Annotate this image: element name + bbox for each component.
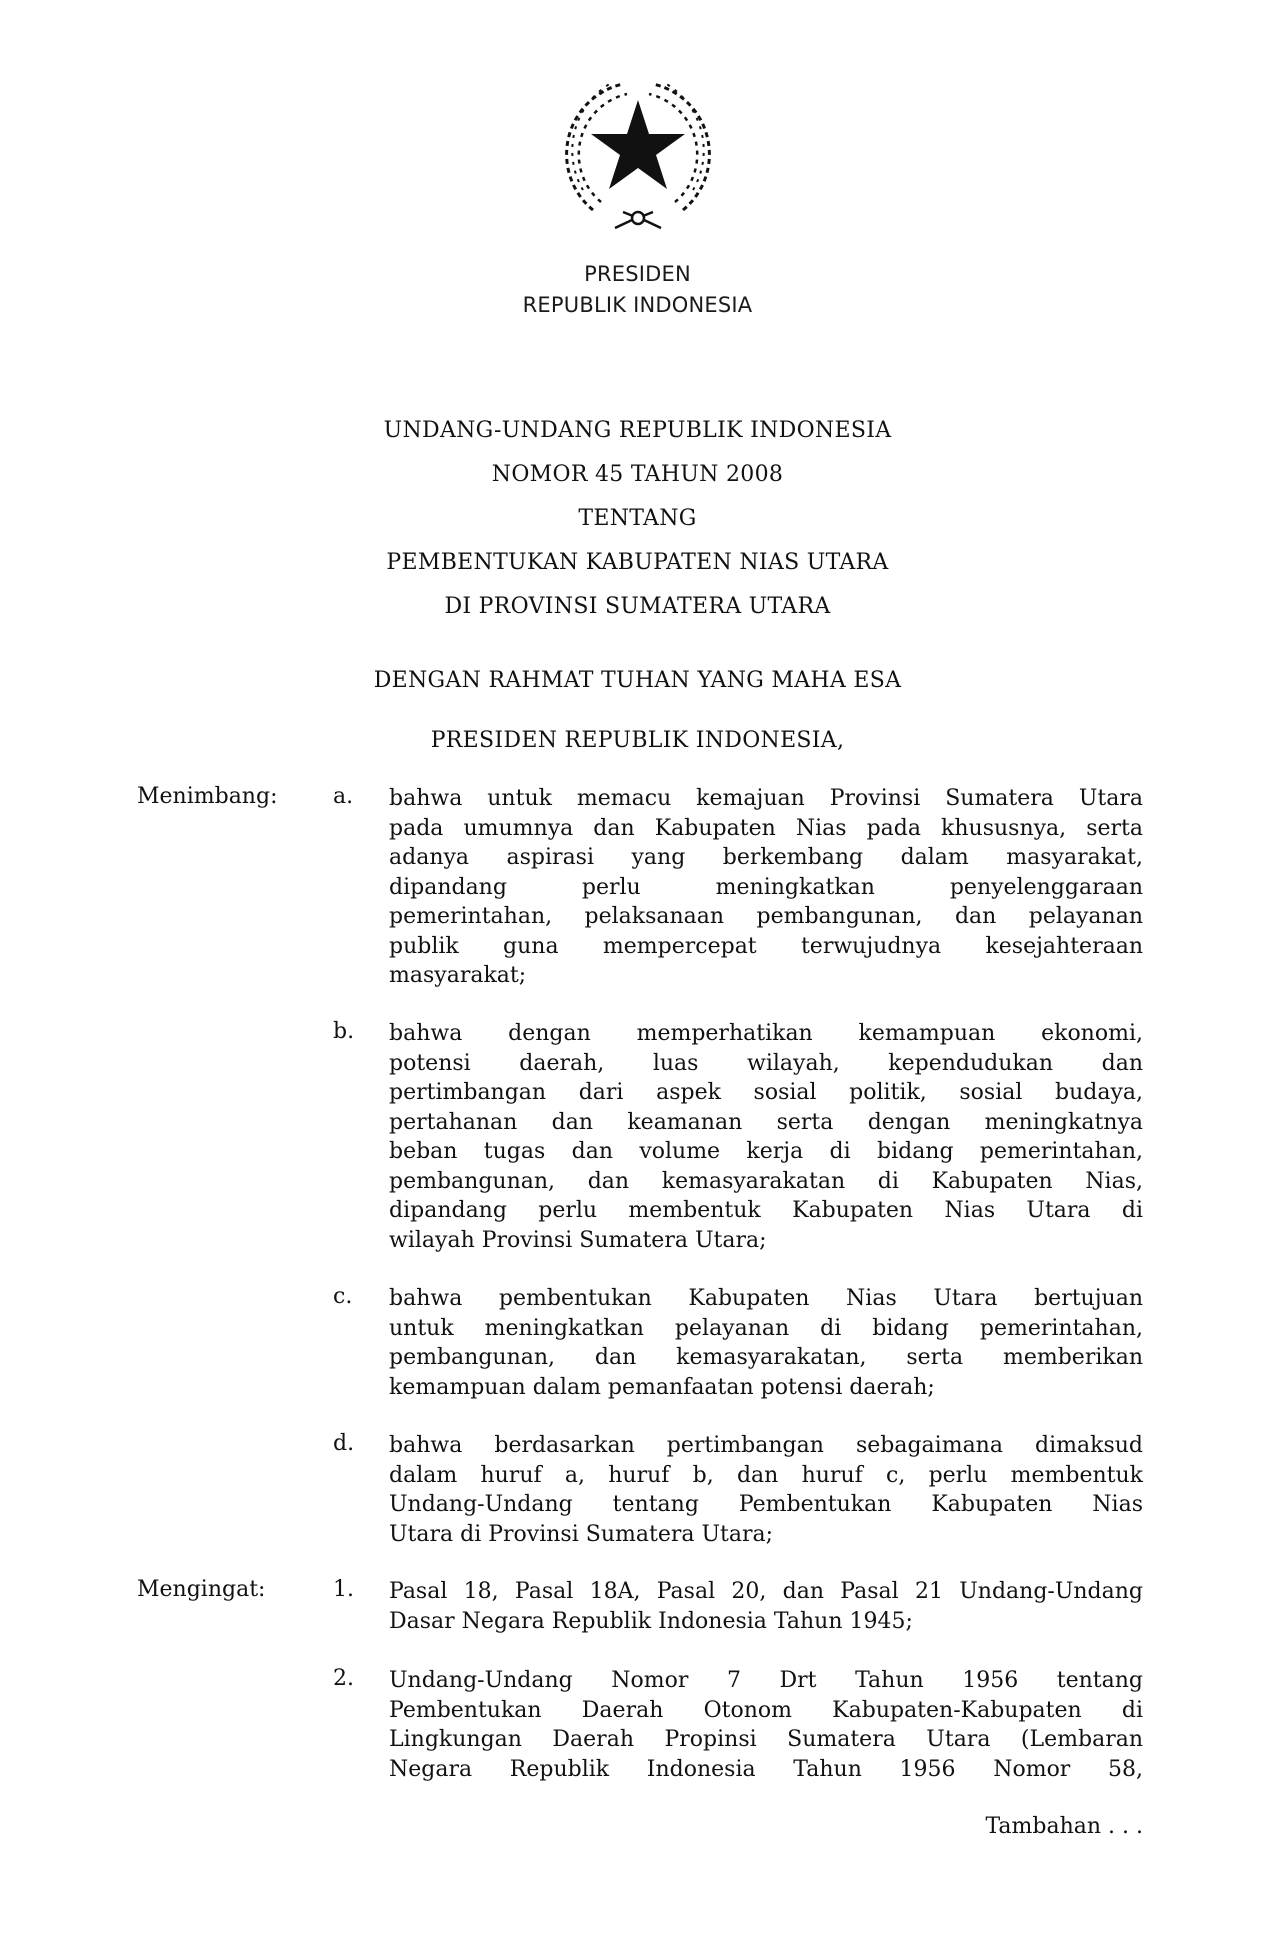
mengingat-item-2 <box>389 1666 1143 1784</box>
text-line: pertahanan dan keamanan serta dengan meningkatnya <box>389 1109 1143 1135</box>
text-line: Undang-Undang tentang Pembentukan Kabupaten Nias <box>389 1492 1143 1517</box>
text-line: dipandang perlu meningkatkan penyelenggaraan <box>389 874 1143 900</box>
header-caption-presiden: PRESIDEN <box>584 262 691 286</box>
menimbang-marker-b: b. <box>333 1019 355 1044</box>
header-caption-republik: REPUBLIK INDONESIA <box>522 293 753 317</box>
text-line: Pasal 18, Pasal 18A, Pasal 20, dan Pasal 21 Undang-Undang <box>389 1579 1143 1604</box>
text-line: dipandang perlu membentuk Kabupaten Nias Utara di <box>389 1198 1143 1223</box>
text-line: bahwa berdasarkan pertimbangan sebagaimana dimaksud <box>389 1433 1143 1458</box>
text-line: masyarakat; <box>389 963 527 988</box>
mengingat-label: Mengingat: <box>137 1577 266 1602</box>
menimbang-item-a <box>389 784 1143 991</box>
law-tentang: TENTANG <box>578 506 697 531</box>
text-line: kemampuan dalam pemanfaatan potensi daerah; <box>389 1374 935 1400</box>
invocation: DENGAN RAHMAT TUHAN YANG MAHA ESA <box>373 668 902 693</box>
text-line: dalam huruf a, huruf b, dan huruf c, perlu membentuk <box>389 1462 1143 1488</box>
mengingat-marker-2: 2. <box>333 1666 354 1691</box>
text-line: bahwa pembentukan Kabupaten Nias Utara bertujuan <box>389 1286 1143 1311</box>
mengingat-marker-1: 1. <box>333 1577 354 1602</box>
text-line: beban tugas dan volume kerja di bidang pemerintahan, <box>389 1139 1143 1164</box>
menimbang-label: Menimbang: <box>137 784 278 809</box>
text-line: pertimbangan dari aspek sosial politik, sosial budaya, <box>389 1080 1143 1105</box>
presidential-seal-emblem <box>553 70 723 240</box>
text-line: Pembentukan Daerah Otonom Kabupaten-Kabupaten di <box>389 1697 1143 1723</box>
menimbang-marker-c: c. <box>333 1284 353 1309</box>
text-line: pemerintahan, pelaksanaan pembangunan, dan pelayanan <box>389 904 1143 929</box>
ribbon-icon <box>615 212 661 228</box>
menimbang-item-d <box>389 1431 1143 1549</box>
issuer: PRESIDEN REPUBLIK INDONESIA, <box>430 728 845 753</box>
text-line: pembangunan, dan kemasyarakatan, serta memberikan <box>389 1345 1143 1370</box>
menimbang-marker-a: a. <box>333 784 354 809</box>
text-line: bahwa dengan memperhatikan kemampuan ekonomi, <box>389 1021 1143 1046</box>
page-continuation: Tambahan . . . <box>985 1814 1143 1839</box>
law-title: UNDANG-UNDANG REPUBLIK INDONESIA <box>383 418 892 443</box>
text-line: potensi daerah, luas wilayah, kependudukan dan <box>389 1050 1143 1076</box>
text-line: publik guna mempercepat terwujudnya kesejahteraan <box>389 933 1143 959</box>
text-line: Lingkungan Daerah Propinsi Sumatera Utara (Lembaran <box>389 1727 1143 1752</box>
text-line: Undang-Undang Nomor 7 Drt Tahun 1956 tentang <box>389 1668 1143 1693</box>
mengingat-item-1 <box>389 1577 1143 1636</box>
law-number: NOMOR 45 TAHUN 2008 <box>491 462 784 487</box>
star-icon <box>591 100 685 189</box>
menimbang-marker-d: d. <box>333 1431 355 1456</box>
law-subject-location: DI PROVINSI SUMATERA UTARA <box>444 594 831 619</box>
text-line: wilayah Provinsi Sumatera Utara; <box>389 1227 767 1253</box>
text-line: pembangunan, dan kemasyarakatan di Kabupaten Nias, <box>389 1168 1143 1194</box>
text-line: adanya aspirasi yang berkembang dalam masyarakat, <box>389 845 1143 870</box>
text-line: bahwa untuk memacu kemajuan Provinsi Sumatera Utara <box>389 786 1143 811</box>
menimbang-item-c <box>389 1284 1143 1402</box>
text-line: Negara Republik Indonesia Tahun 1956 Nomor 58, <box>389 1756 1143 1782</box>
text-line: Utara di Provinsi Sumatera Utara; <box>389 1521 774 1547</box>
text-line: pada umumnya dan Kabupaten Nias pada khususnya, serta <box>389 815 1143 841</box>
text-line: untuk meningkatkan pelayanan di bidang pemerintahan, <box>389 1315 1143 1341</box>
law-subject: PEMBENTUKAN KABUPATEN NIAS UTARA <box>386 550 889 575</box>
menimbang-item-b <box>389 1019 1143 1255</box>
text-line: Dasar Negara Republik Indonesia Tahun 1945; <box>389 1608 913 1634</box>
